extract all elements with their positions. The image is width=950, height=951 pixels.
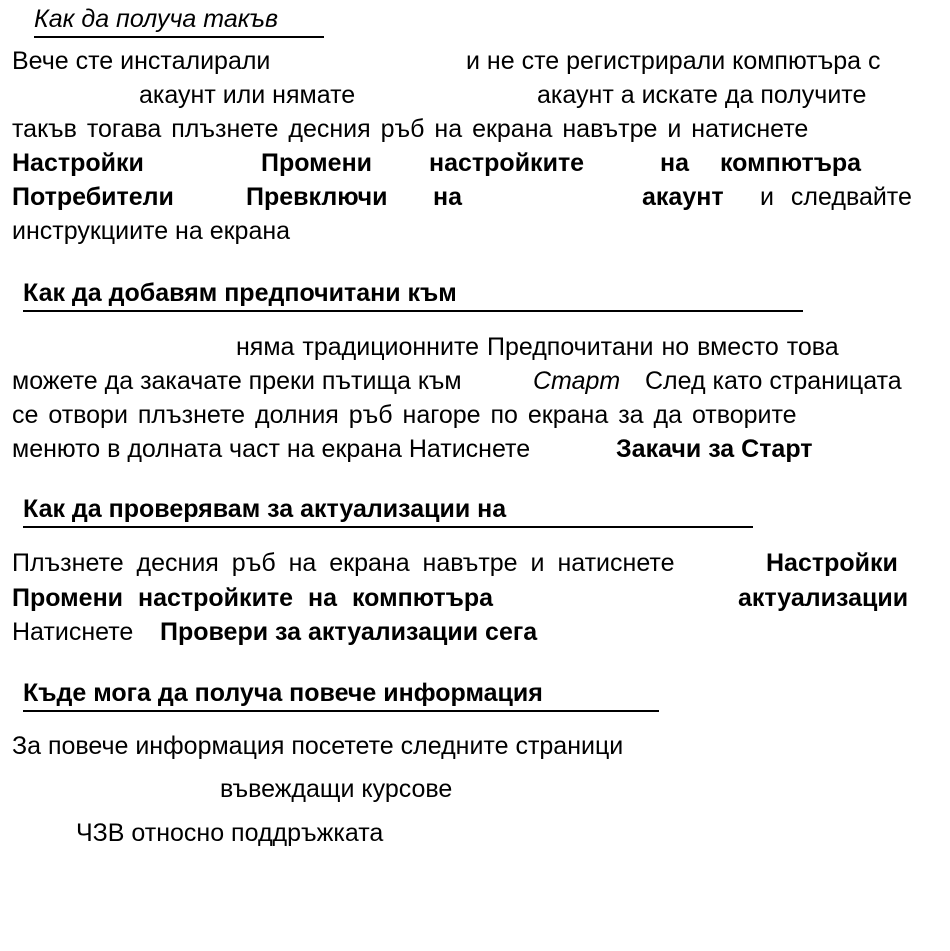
bold-term: Настройки bbox=[766, 549, 898, 577]
text-line: менюто в долната част на екрана Натиснете bbox=[12, 435, 531, 463]
bold-term: Промени настройките на компютъра bbox=[12, 584, 494, 612]
heading-check-updates: Как да проверявам за актуализации на bbox=[23, 494, 753, 528]
text-line: акаунт а искате да получите bbox=[537, 81, 867, 109]
bold-term: настройките bbox=[429, 149, 585, 177]
heading-get-account: Как да получа такъв bbox=[34, 4, 324, 38]
text-line: инструкциите на екрана bbox=[12, 217, 291, 245]
bold-term: Настройки bbox=[12, 149, 144, 177]
bold-term: на bbox=[660, 149, 690, 177]
text-line: и не сте регистрирали компютъра с bbox=[466, 47, 881, 75]
text-line: След като страницата bbox=[645, 367, 902, 395]
text-line: Вече сте инсталирали bbox=[12, 47, 271, 75]
bold-term: акаунт bbox=[642, 183, 724, 211]
bold-term: Потребители bbox=[12, 183, 174, 211]
italic-term: Старт bbox=[533, 367, 621, 395]
bold-term: Закачи за Старт bbox=[616, 435, 813, 463]
bold-term: на bbox=[433, 183, 463, 211]
heading-more-info: Къде мога да получа повече информация bbox=[23, 678, 659, 712]
text-line: се отвори плъзнете долния ръб нагоре по екрана за да отворите bbox=[12, 401, 797, 429]
heading-add-favorites: Как да добавям предпочитани към bbox=[23, 278, 803, 312]
bold-term: компютъра bbox=[720, 149, 862, 177]
link-intro-courses[interactable]: въвеждащи курсове bbox=[220, 775, 453, 803]
bold-term: актуализации bbox=[738, 584, 909, 612]
text-line: Плъзнете десния ръб на екрана навътре и натиснете bbox=[12, 549, 675, 577]
link-support-faq[interactable]: ЧЗВ относно поддръжката bbox=[76, 819, 384, 847]
text-line: Натиснете bbox=[12, 618, 134, 646]
text-line: акаунт или нямате bbox=[139, 81, 356, 109]
bold-term: Провери за актуализации сега bbox=[160, 618, 538, 646]
bold-term: Превключи bbox=[246, 183, 388, 211]
text-line: За повече информация посетете следните страници bbox=[12, 732, 624, 760]
text-line: няма традиционните Предпочитани но вместо това bbox=[236, 333, 839, 361]
bold-term: Промени bbox=[261, 149, 373, 177]
text-line: можете да закачате преки пътища към bbox=[12, 367, 462, 395]
text-line: такъв тогава плъзнете десния ръб на екрана навътре и натиснете bbox=[12, 115, 809, 143]
text-line: и следвайте bbox=[760, 183, 912, 211]
